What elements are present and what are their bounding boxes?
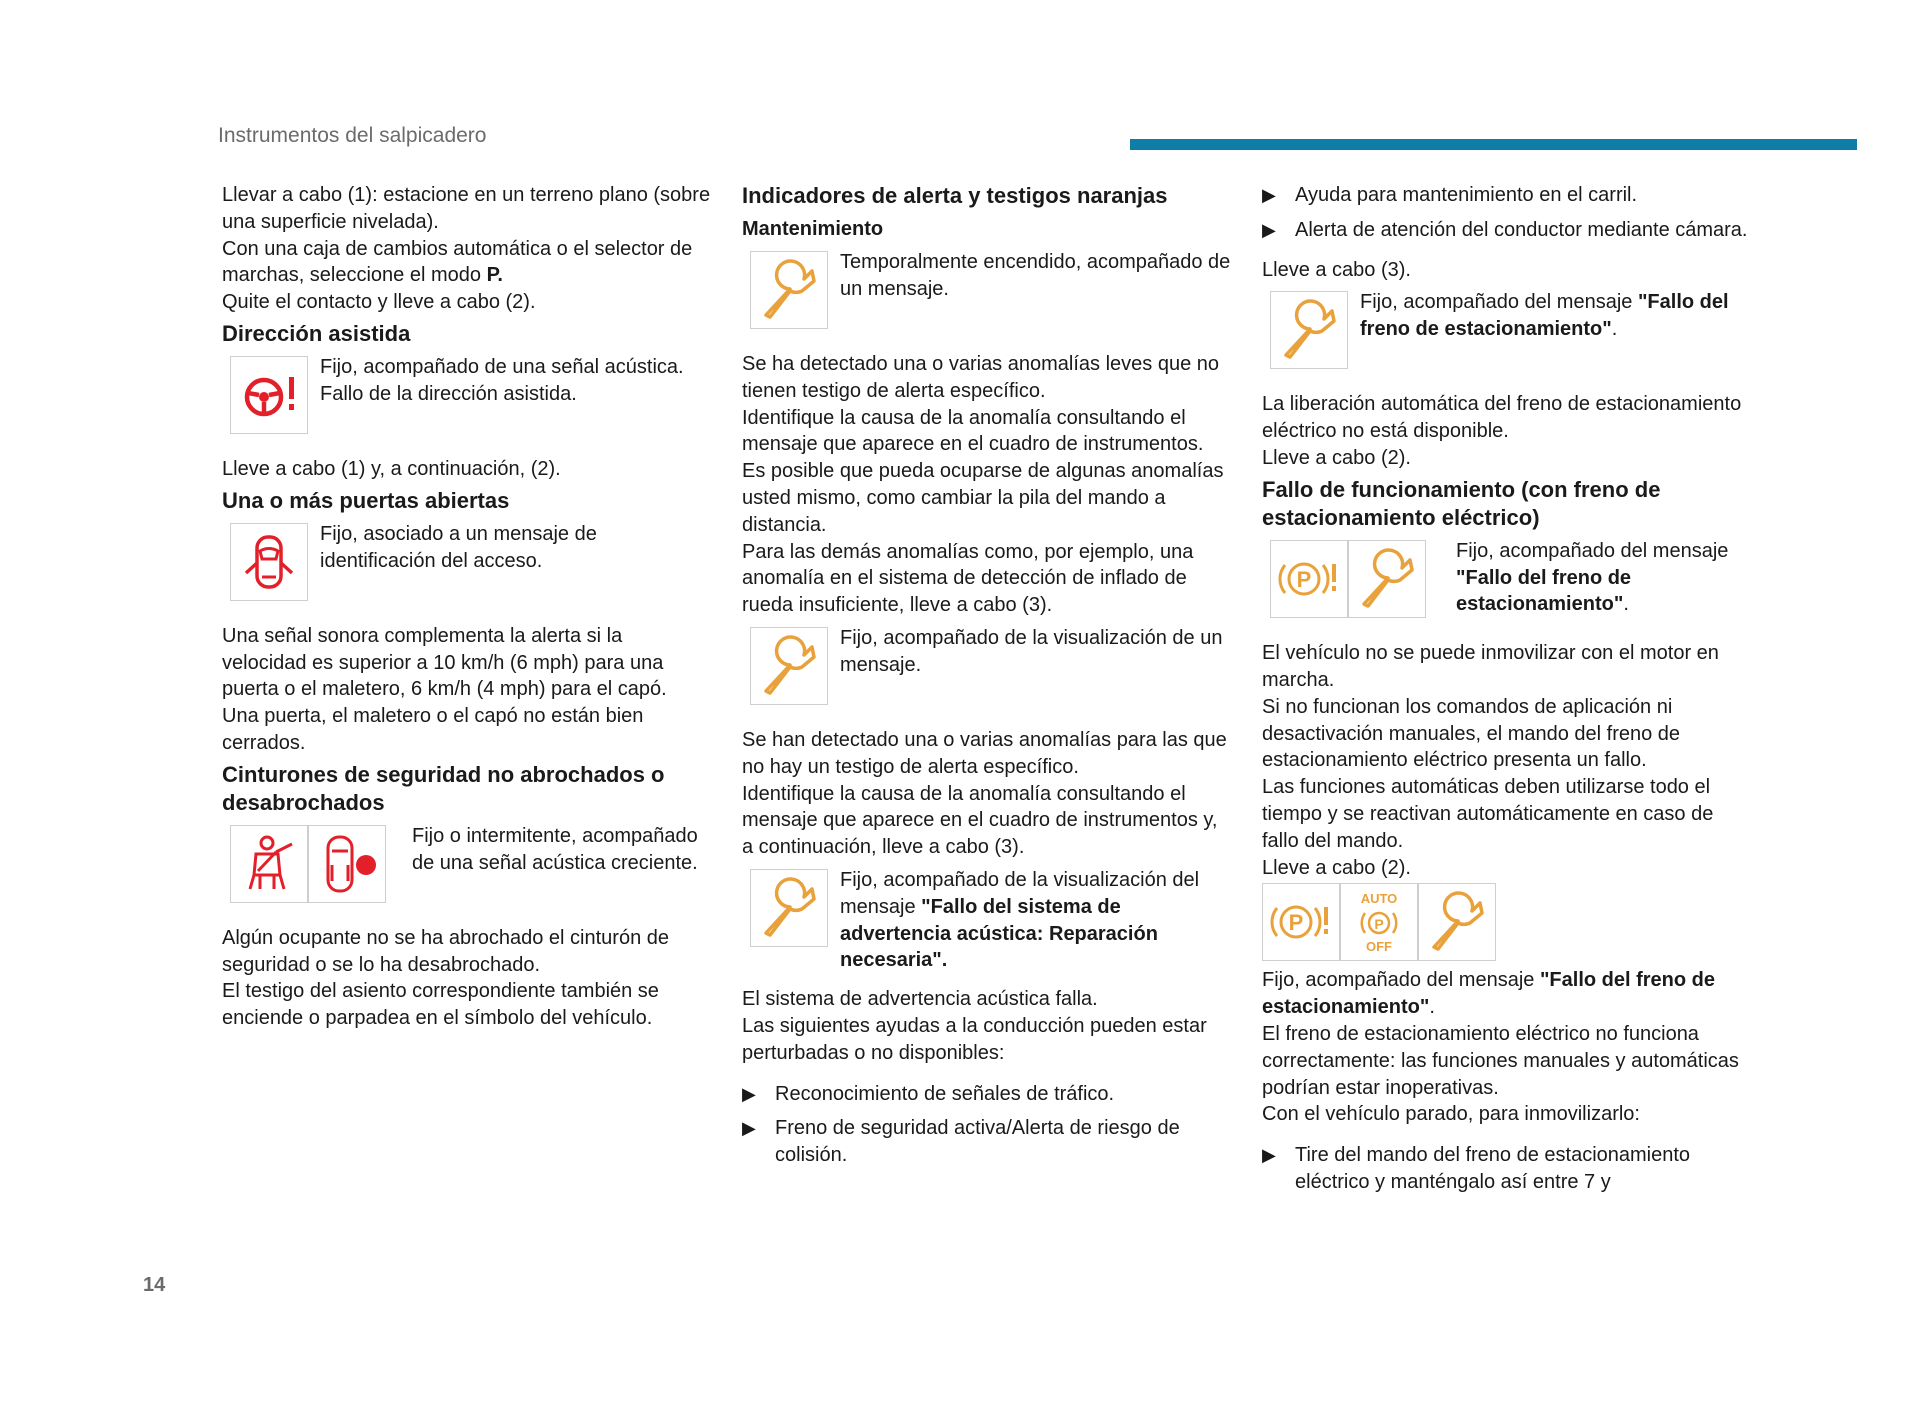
list-item: ▶ Freno de seguridad activa/Alerta de riesgo de colisión. (742, 1115, 1232, 1169)
intro-line-2: Con una caja de cambios automática o el selector de marchas, seleccione el modo P. (222, 237, 693, 287)
wrench-icon (750, 627, 828, 705)
malfunction-after-2: Si no funcionan los comandos de aplicación ni desactivación manuales, el mando del freno de estacionamiento eléctrico presenta un fallo. (1262, 695, 1681, 772)
header-title: Instrumentos del salpicadero (218, 124, 487, 147)
block1-after-1: Se ha detectado una o varias anomalías leves que no tienen testigo de alerta específico. (742, 353, 1219, 402)
svg-text:AUTO: AUTO (1360, 891, 1398, 907)
parking-brake-warning-icon (1262, 883, 1340, 961)
maintenance-temp-text: Temporalmente encendido, acompañado de un mensaje. (840, 251, 1231, 300)
parking-fault2-text: Fijo, acompañado del mensaje "Fallo del freno de estacionamiento". (1262, 969, 1716, 1019)
block1-after-4: Para las demás anomalías como, por ejemplo, una anomalía en el sistema de detección de inflado de rueda insuficiente, lleve a cabo (3). (742, 540, 1194, 617)
seatbelt-after-2: El testigo del asiento correspondiente también se enciende o parpadea en el símbolo del vehículo. (222, 980, 659, 1030)
warning-malfunction (1270, 540, 1752, 618)
block1-after-3: Es posible que pueda ocuparse de algunas anomalías usted mismo, como cambiar la pila del mando a distancia. (742, 460, 1224, 536)
wrench-icon (1270, 291, 1348, 369)
svg-text:P: P (1374, 916, 1384, 933)
subheading-maintenance: Mantenimiento (742, 218, 884, 240)
seatbelt-after-1: Algún ocupante no se ha abrochado el cinturón de seguridad o se lo ha desabrochado. (222, 926, 670, 976)
malfunction-after-1: El vehículo no se puede inmovilizar con el motor en marcha. (1262, 642, 1719, 691)
bullet-arrow-icon: ▶ (1262, 1145, 1276, 1166)
bullet-arrow-icon: ▶ (1262, 219, 1276, 240)
header-accent-bar (1130, 139, 1857, 150)
heading-doors-open: Una o más puertas abiertas (222, 487, 510, 513)
doors-text-2: Una puerta, el maletero o el capó no están bien cerrados. (222, 705, 644, 754)
seatbelt-icon (230, 825, 308, 903)
heading-malfunction: Fallo de funcionamiento (con freno de estacionamiento eléctrico) (1262, 476, 1661, 530)
power-steering-text-1: Fijo, acompañado de una señal acústica. (320, 355, 684, 378)
warning-acoustic-system (750, 869, 1232, 974)
seatbelt-text: Fijo o intermitente, acompañado de una señal acústica creciente. (412, 824, 698, 874)
parking-brake-fault-text: Fijo, acompañado del mensaje "Fallo del freno de estacionamiento". (1360, 291, 1729, 341)
heading-seatbelts: Cinturones de seguridad no abrochados o desabrochados (222, 761, 665, 815)
page-number: 14 (143, 1274, 166, 1296)
bullet-arrow-icon: ▶ (1262, 185, 1276, 205)
bullet-arrow-icon: ▶ (742, 1083, 756, 1104)
column-2 (742, 182, 1232, 1177)
block2-after-2: Identifique la causa de la anomalía consultando el mensaje que aparece en el cuadro de instrumentos y, a continuación, lleve a cabo (3). (742, 782, 1218, 859)
door-open-icon (230, 523, 308, 601)
list-item: ▶ Alerta de atención del conductor mediante cámara. (1262, 217, 1752, 244)
malfunction-text: Fijo, acompañado del mensaje "Fallo del freno de estacionamiento". (1456, 539, 1729, 616)
list-item: ▶ Ayuda para mantenimiento en el carril. (1262, 182, 1752, 209)
icon-row-parking-auto (1262, 883, 1752, 961)
heading-orange-warnings: Indicadores de alerta y testigos naranjas (742, 183, 1168, 208)
parking-fault1-after-2: Lleve a cabo (2). (1262, 446, 1411, 469)
action-3: Lleve a cabo (3). (1262, 258, 1411, 281)
list-item: ▶ Tire del mando del freno de estacionamiento eléctrico y manténgalo así entre 7 y (1262, 1142, 1752, 1196)
parking-brake-warning-icon (1270, 540, 1348, 618)
parking-fault2-after-2: Con el vehículo parado, para inmovilizarlo: (1262, 1103, 1640, 1126)
doors-open-text: Fijo, asociado a un mensaje de identificación del acceso. (320, 522, 597, 572)
wrench-icon (1418, 883, 1496, 961)
auto-parking-off-icon (1340, 883, 1418, 961)
maintenance-fixed-text: Fijo, acompañado de la visualización de un mensaje. (840, 626, 1223, 676)
block2-after-1: Se han detectado una o varias anomalías para las que no hay un testigo de alerta específico. (742, 728, 1227, 778)
warning-doors-open (230, 523, 712, 601)
seat-occupant-car-icon (308, 825, 386, 903)
wrench-icon (750, 251, 828, 329)
column-3 (1262, 182, 1752, 1204)
doors-text-1: Una señal sonora complementa la alerta si la velocidad es superior a 10 km/h (6 mph) para una puerta o el maletero, 6 km/h (4 mph) para el capó. (222, 624, 667, 701)
malfunction-after-4: Lleve a cabo (2). (1262, 856, 1411, 879)
steering-wheel-warning-icon (230, 356, 308, 434)
wrench-icon (1348, 540, 1426, 618)
heading-power-steering: Dirección asistida (222, 320, 411, 346)
intro-line-1: Llevar a cabo (1): estacione en un terreno plano (sobre una superficie nivelada). (222, 184, 711, 233)
block3-after-2: Las siguientes ayudas a la conducción pueden estar perturbadas o no disponibles: (742, 1014, 1207, 1064)
warning-power-steering (230, 356, 712, 434)
list-item: ▶ Reconocimiento de señales de tráfico. (742, 1081, 1232, 1108)
column-1 (222, 182, 712, 1032)
block1-after-2: Identifique la causa de la anomalía consultando el mensaje que aparece en el cuadro de instrumentos. (742, 406, 1204, 456)
intro-line-3: Quite el contacto y lleve a cabo (2). (222, 291, 536, 314)
malfunction-after-3: Las funciones automáticas deben utilizarse todo el tiempo y se reactivan automáticamente en caso de fallo del mando. (1262, 776, 1714, 852)
svg-text:OFF: OFF (1366, 939, 1392, 955)
parking-fault1-after-1: La liberación automática del freno de estacionamiento eléctrico no está disponible. (1262, 393, 1742, 443)
warning-parking-brake-fault (1270, 291, 1752, 369)
parking-fault2-after-1: El freno de estacionamiento eléctrico no funciona correctamente: las funciones manuales y automáticas podrían estar inoperativas. (1262, 1022, 1739, 1099)
svg-text:P: P (1288, 910, 1304, 936)
warning-maintenance-fixed (750, 627, 1232, 705)
power-steering-action: Lleve a cabo (1) y, a continuación, (2). (222, 457, 561, 480)
warning-maintenance-temp (750, 251, 1232, 329)
power-steering-text-2: Fallo de la dirección asistida. (320, 382, 577, 405)
svg-text:P: P (1296, 566, 1312, 592)
warning-seatbelts (230, 825, 712, 903)
wrench-icon (750, 869, 828, 947)
bullet-arrow-icon: ▶ (742, 1118, 756, 1139)
acoustic-system-text: Fijo, acompañado de la visualización del mensaje "Fallo del sistema de advertencia acústica: Reparación necesaria". (840, 868, 1200, 972)
block3-after-1: El sistema de advertencia acústica falla. (742, 988, 1098, 1011)
